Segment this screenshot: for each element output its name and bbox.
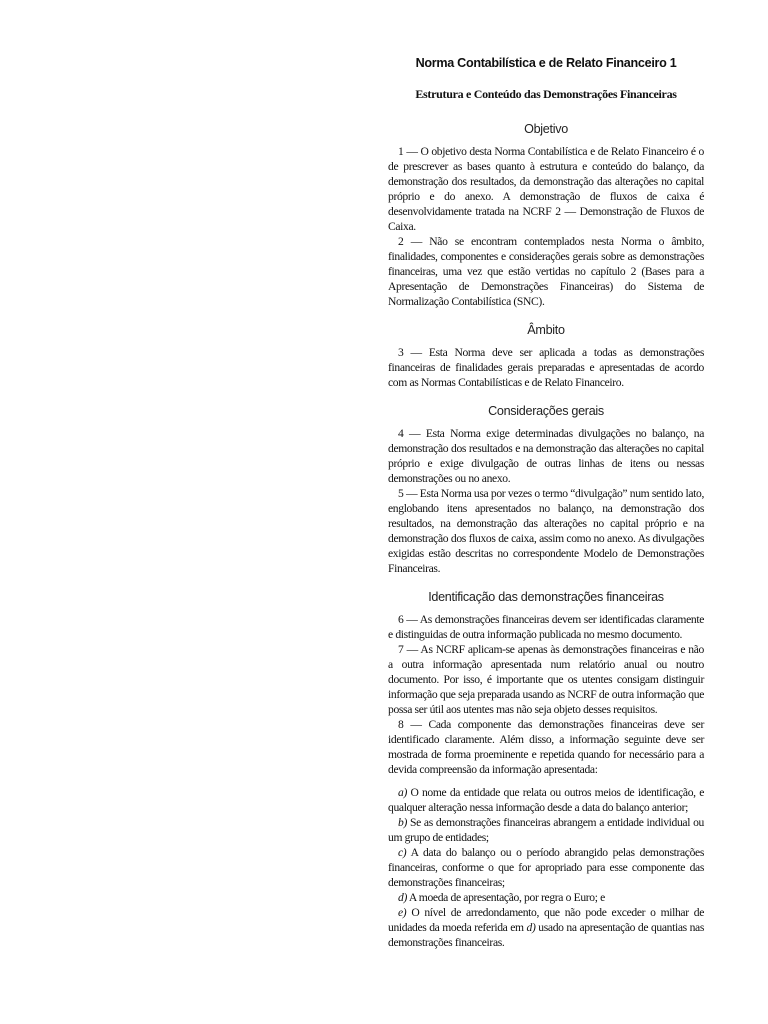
paragraph-6: 6 — As demonstrações financeiras devem ser identificadas claramente e distinguidas de outra informação publicada no mesmo documento. [388, 613, 704, 641]
item-text: A data do balanço ou o período abrangido pelas demonstrações financeiras, conforme o que for apropriado para esse componente das demonstrações financeiras; [388, 846, 704, 889]
section-heading: Identificação das demonstrações financeiras [428, 590, 664, 604]
section-heading: Considerações gerais [488, 404, 604, 418]
item-text: O nome da entidade que relata ou outros meios de identificação, e qualquer alteração nessa informação desde a data do balanço anterior; [388, 786, 704, 814]
item-reference: d) [526, 921, 536, 934]
paragraph-1: 1 — O objetivo desta Norma Contabilística e de Relato Financeiro é o de prescrever as bases quanto à estrutura e conteúdo do balanço, da demonstração dos resultados, da demonstração das alterações no capital próprio e do anexo. A demonstração de fluxos de caixa é desenvolvidamente tratada na NCRF 2 — Demonstração de Fluxos de Caixa. [388, 145, 704, 233]
section-identificacao [388, 590, 704, 950]
paragraph-8: 8 — Cada componente das demonstrações financeiras deve ser identificado claramente. Além disso, a informação seguinte deve ser mostrada de forma proeminente e repetida quando for necessário para a devida compreensão da informação apresentada: [388, 718, 704, 776]
section-ambito [388, 323, 704, 390]
item-letter: b) [398, 816, 407, 829]
document-title: Norma Contabilística e de Relato Financeiro 1 [415, 56, 677, 70]
list-item [388, 845, 704, 890]
document-subtitle: Estrutura e Conteúdo das Demonstrações Financeiras [415, 87, 677, 101]
item-text: A moeda de apresentação, por regra o Euro; e [406, 891, 605, 904]
section-heading: Âmbito [527, 323, 565, 337]
item-letter: c) [398, 846, 407, 859]
list-item [388, 815, 704, 845]
item-text: Se as demonstrações financeiras abrangem a entidade individual ou um grupo de entidades; [388, 816, 704, 844]
list-item [388, 890, 704, 905]
section-objetivo [388, 122, 704, 309]
item-letter: d) [398, 891, 407, 904]
item-text: O nível de arredondamento, que não pode exceder o milhar de unidades da moeda referida em [388, 906, 704, 934]
item-text-continued: usado na apresentação de quantias nas demonstrações financeiras. [388, 921, 704, 949]
list-item [388, 905, 704, 950]
section-consideracoes-gerais [388, 404, 704, 576]
paragraph-3: 3 — Esta Norma deve ser aplicada a todas as demonstrações financeiras de finalidades gerais preparadas e apresentadas de acordo com as Normas Contabilísticas e de Relato Financeiro. [388, 346, 704, 389]
section-heading: Objetivo [524, 122, 568, 136]
requirement-list [388, 785, 704, 950]
list-item [388, 785, 704, 815]
text-column [388, 56, 704, 950]
paragraph-2: 2 — Não se encontram contemplados nesta Norma o âmbito, finalidades, componentes e considerações gerais sobre as demonstrações financeiras, uma vez que estão vertidas no capítulo 2 (Bases para a Apresentação de Demonstrações Financeiras) do Sistema de Normalização Contabilística (SNC). [388, 235, 704, 308]
paragraph-7: 7 — As NCRF aplicam-se apenas às demonstrações financeiras e não a outra informação apresentada num relatório anual ou noutro documento. Por isso, é importante que os utentes consigam distinguir informação que seja preparada usando as NCRF de outra informação que possa ser útil aos utentes mas não seja objeto desses requisitos. [388, 643, 704, 716]
paragraph-5: 5 — Esta Norma usa por vezes o termo “divulgação” num sentido lato, englobando itens apresentados no balanço, na demonstração dos resultados, na demonstração das alterações no capital próprio e na demonstração dos fluxos de caixa, assim como no anexo. As divulgações exigidas estão descritas no correspondente Modelo de Demonstrações Financeiras. [388, 487, 704, 575]
paragraph-4: 4 — Esta Norma exige determinadas divulgações no balanço, na demonstração dos resultados e na demonstração das alterações no capital próprio e exige divulgação de outras linhas de itens ou nessas demonstrações ou no anexo. [388, 427, 704, 485]
item-letter: a) [398, 786, 407, 799]
item-letter: e) [398, 906, 407, 919]
